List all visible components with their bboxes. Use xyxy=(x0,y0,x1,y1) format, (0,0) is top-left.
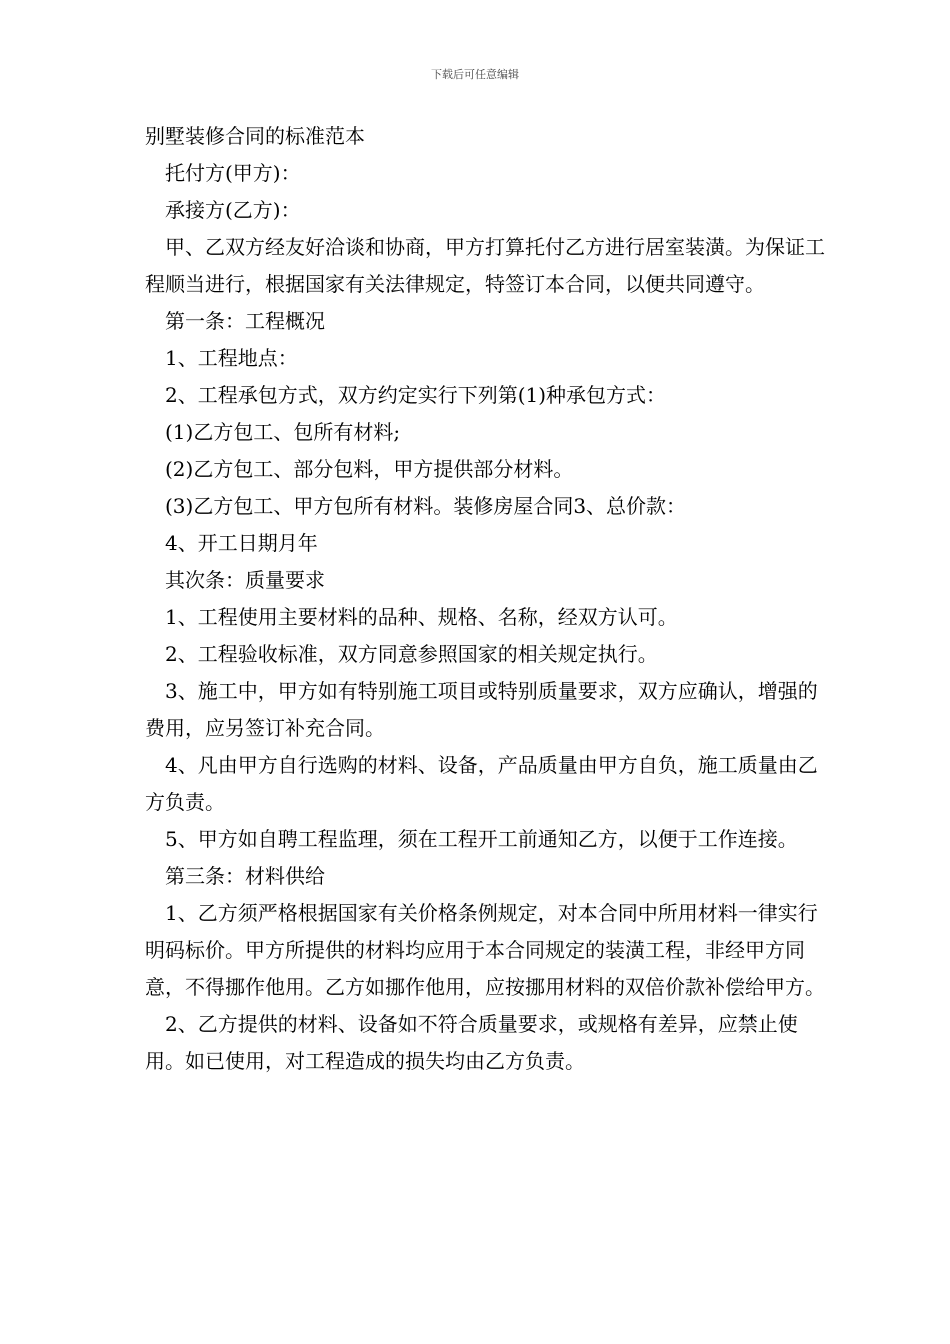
clause-paragraph: (3)乙方包工、甲方包所有材料。装修房屋合同3、总价款： xyxy=(165,494,687,518)
article-heading: 第三条：材料供给 xyxy=(165,864,325,888)
clause-paragraph: 2、工程验收标准，双方同意参照国家的相关规定执行。 xyxy=(165,642,658,666)
article-heading: 其次条：质量要求 xyxy=(165,568,325,592)
clause-paragraph: 1、工程使用主要材料的品种、规格、名称，经双方认可。 xyxy=(165,605,678,629)
header-note: 下载后可任意编辑 xyxy=(431,68,519,81)
clause-paragraph: 2、乙方提供的材料、设备如不符合质量要求，或规格有差异，应禁止使用。如已使用，对工程造成的损失均由乙方负责。 xyxy=(145,1012,798,1073)
party-a-line: 托付方(甲方)： xyxy=(165,161,301,185)
clause-paragraph: 4、凡由甲方自行选购的材料、设备，产品质量由甲方自负，施工质量由乙方负责。 xyxy=(145,753,818,814)
document-title: 别墅装修合同的标准范本 xyxy=(145,124,365,148)
clause-paragraph: 3、施工中，甲方如有特别施工项目或特别质量要求，双方应确认，增强的费用，应另签订补充合同。 xyxy=(145,679,818,740)
clause-paragraph: (1)乙方包工、包所有材料; xyxy=(165,420,401,444)
party-b-line: 承接方(乙方)： xyxy=(165,198,301,222)
clause-paragraph: 5、甲方如自聘工程监理，须在工程开工前通知乙方，以便于工作连接。 xyxy=(165,827,798,851)
preamble-paragraph: 甲、乙双方经友好洽谈和协商，甲方打算托付乙方进行居室装潢。为保证工程顺当进行，根据国家有关法律规定，特签订本合同，以便共同遵守。 xyxy=(145,235,825,296)
clause-paragraph: (2)乙方包工、部分包料，甲方提供部分材料。 xyxy=(165,457,574,481)
article-heading: 第一条：工程概况 xyxy=(165,309,325,333)
clause-paragraph: 2、工程承包方式，双方约定实行下列第(1)种承包方式： xyxy=(165,383,667,407)
clause-paragraph: 1、乙方须严格根据国家有关价格条例规定，对本合同中所用材料一律实行明码标价。甲方所提供的材料均应用于本合同规定的装潢工程，非经甲方同意，不得挪作他用。乙方如挪作他用，应按挪用材料的双倍价款补偿给甲方。 xyxy=(145,901,825,999)
clause-paragraph: 4、开工日期月年 xyxy=(165,531,318,555)
document-body xyxy=(145,118,825,1080)
clause-paragraph: 1、工程地点： xyxy=(165,346,298,370)
